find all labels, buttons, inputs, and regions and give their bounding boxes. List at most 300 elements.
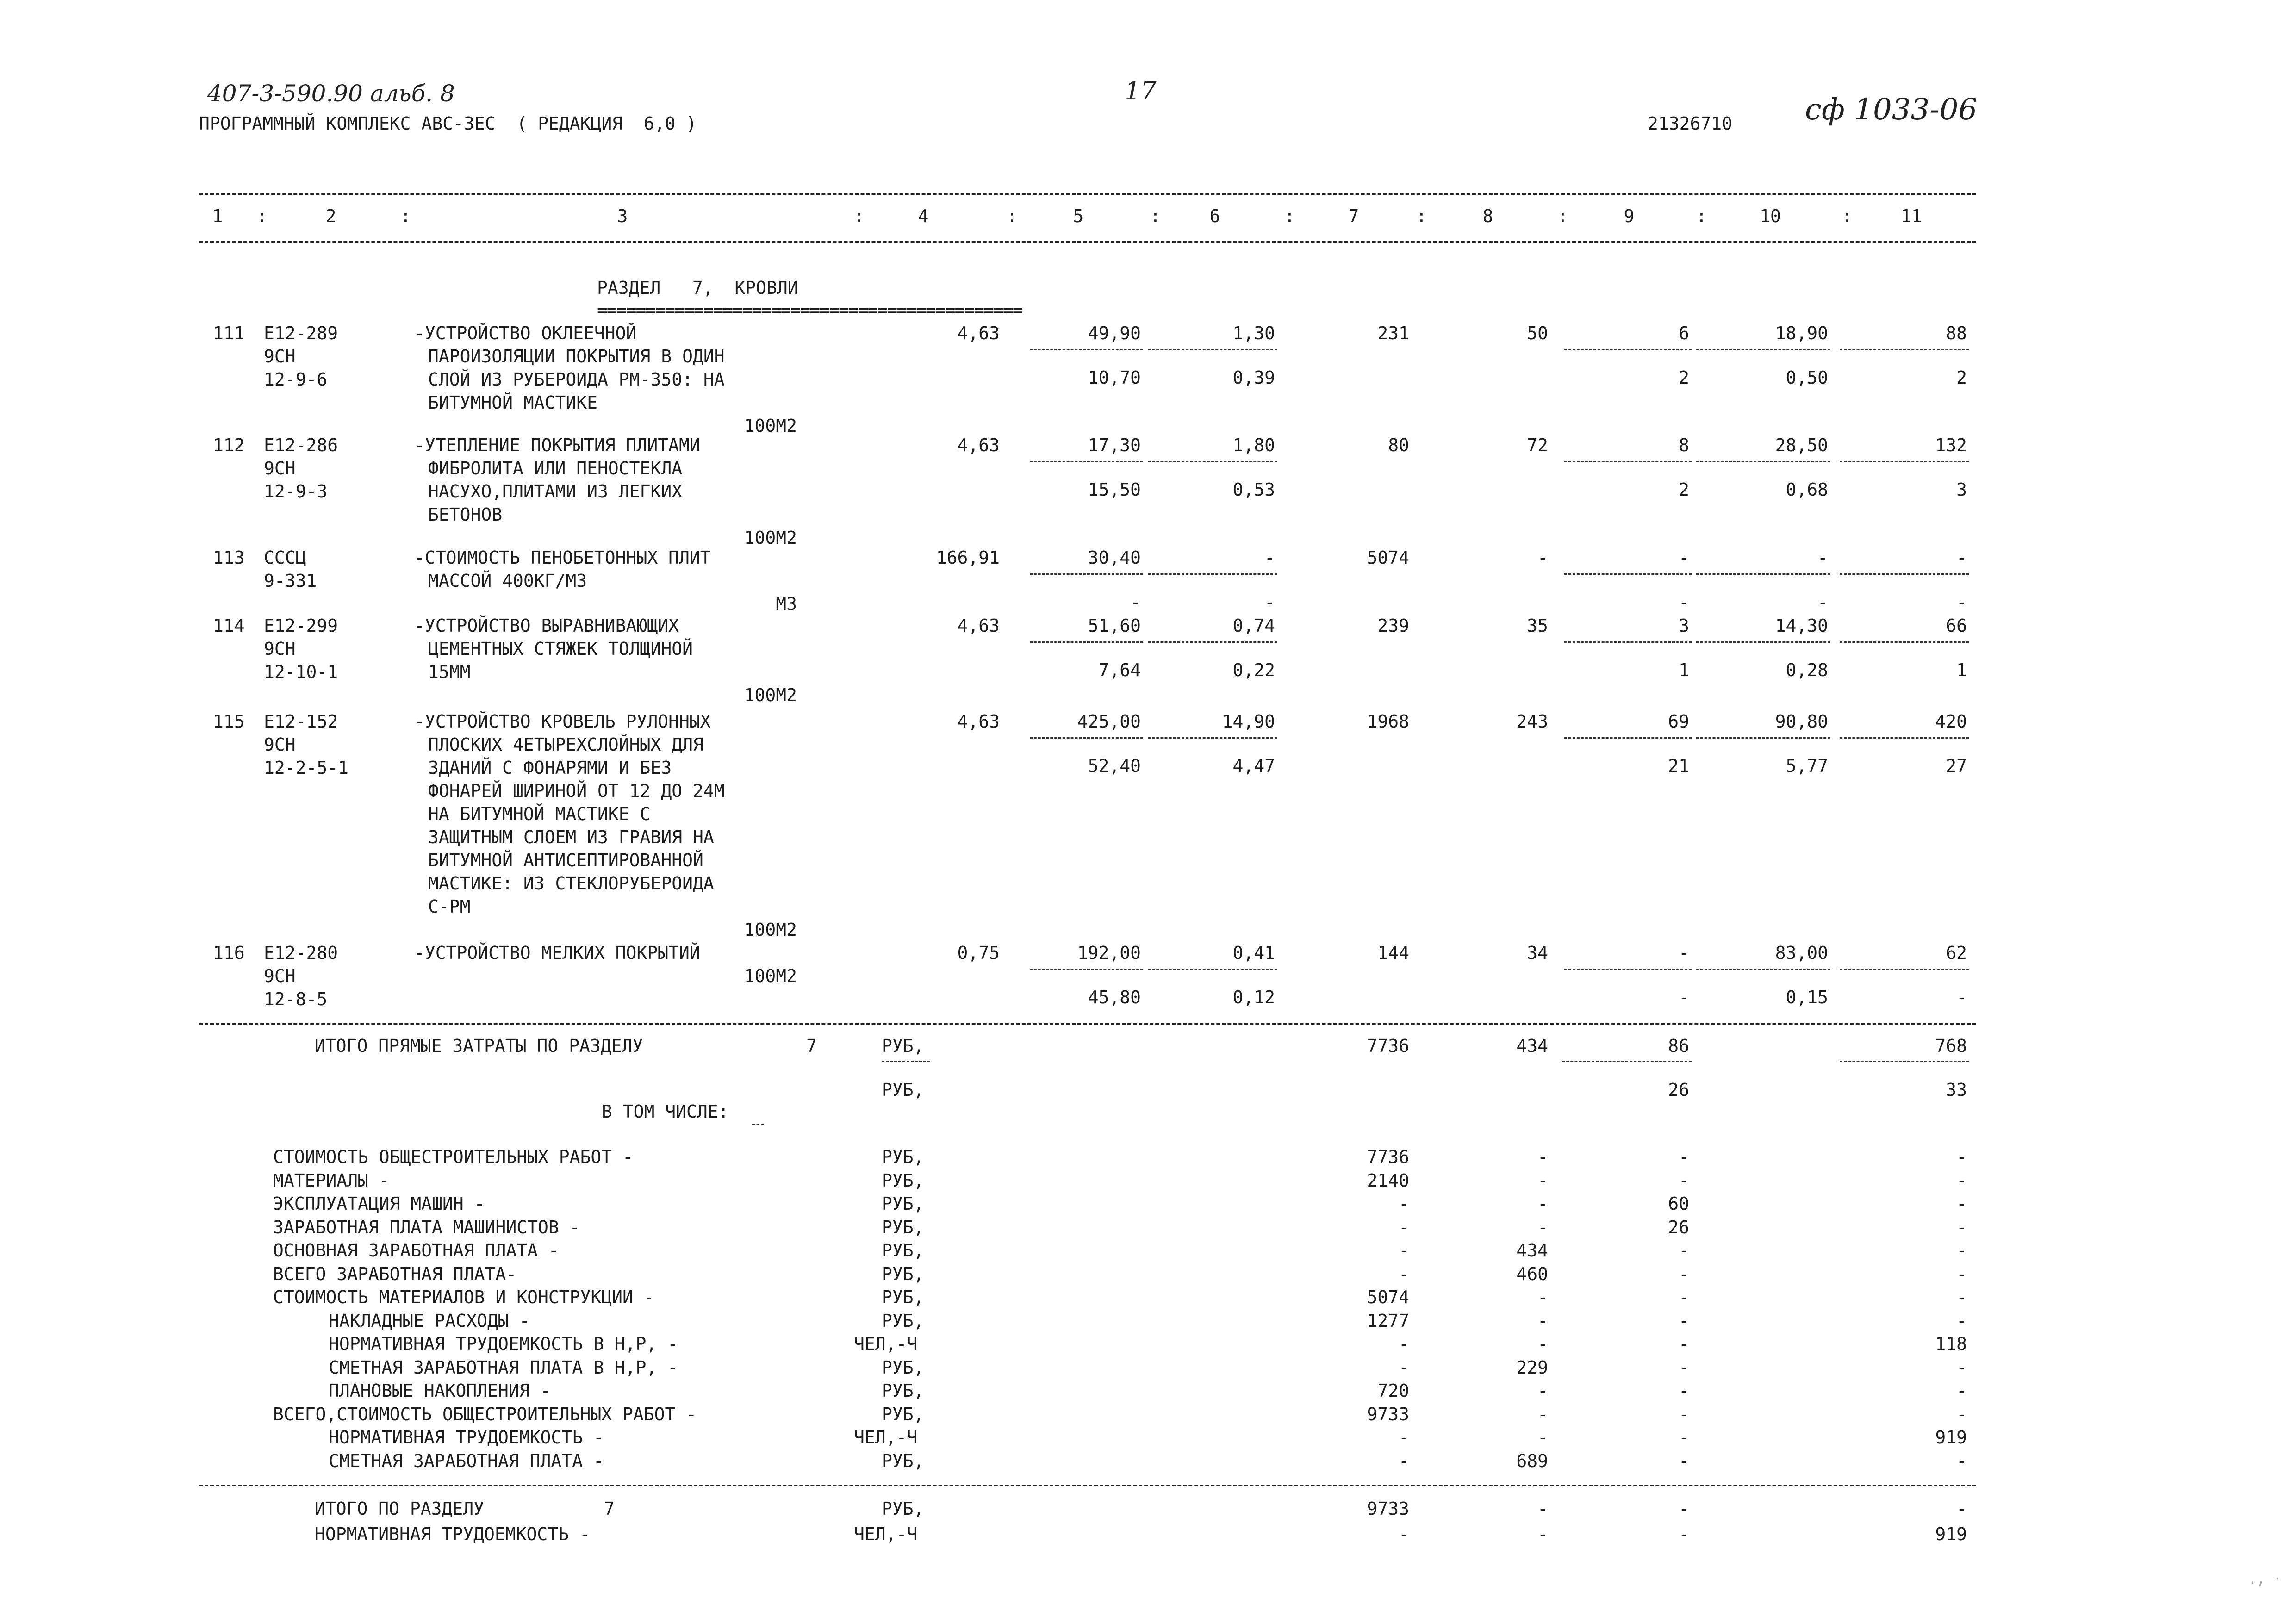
row-machine-wages: 0,12	[1232, 987, 1275, 1007]
totals-line-machines: -	[1679, 1404, 1689, 1424]
cell-divider	[1148, 461, 1277, 462]
column-header-5: 5	[1073, 206, 1084, 226]
totals-line-labor: -	[1956, 1450, 1967, 1471]
direct-costs-label: ИТОГО ПРЯМЫЕ ЗАТРАТЫ ПО РАЗДЕЛУ	[315, 1036, 643, 1056]
totals-line-unit: РУБ,	[882, 1217, 924, 1237]
column-header-7: 7	[1348, 206, 1359, 226]
row-labor-total: 66	[1946, 616, 1967, 636]
row-code: 9-331	[264, 571, 317, 591]
totals-line-wages: -	[1537, 1334, 1548, 1354]
final-total-unit: ЧЕЛ,-Ч	[854, 1524, 918, 1544]
totals-line-unit: РУБ,	[882, 1287, 924, 1307]
totals-line-cost: 5074	[1367, 1287, 1409, 1307]
cell-divider	[1564, 349, 1692, 350]
row-number: 115	[213, 711, 245, 732]
row-machine-total: -	[1679, 547, 1689, 568]
row-machine-total: -	[1679, 943, 1689, 963]
totals-line-cost: 9733	[1367, 1404, 1409, 1424]
column-separator: :	[1416, 206, 1427, 226]
totals-line-wages: -	[1537, 1380, 1548, 1401]
row-description: -СТОИМОСТЬ ПЕНОБЕТОННЫХ ПЛИТ	[414, 547, 711, 568]
program-title: ПРОГРАММНЫЙ КОМПЛЕКС АВС-3ЕС ( РЕДАКЦИЯ 6,0 )	[199, 113, 697, 134]
cell-divider	[1564, 641, 1692, 643]
row-machine-wages: 0,53	[1232, 479, 1275, 500]
totals-line-wages: 460	[1516, 1263, 1548, 1284]
totals-line-cost: -	[1399, 1240, 1409, 1261]
row-machinist-labor: -	[1817, 592, 1828, 612]
cell-divider	[1840, 737, 1969, 739]
row-machine-total: 8	[1679, 435, 1689, 455]
row-wages: 35	[1527, 616, 1548, 636]
row-wages: 72	[1527, 435, 1548, 455]
row-code: 12-10-1	[264, 662, 338, 682]
row-code: СССЦ	[264, 547, 306, 568]
row-wages: 34	[1527, 943, 1548, 963]
row-labor-unit: 28,50	[1775, 435, 1828, 455]
cell-divider	[1696, 349, 1830, 350]
totals-line-label: МАТЕРИАЛЫ -	[273, 1170, 390, 1191]
cell-divider	[1030, 573, 1143, 575]
column-header-2: 2	[325, 206, 336, 226]
totals-line-label: СМЕТНАЯ ЗАРАБОТНАЯ ПЛАТА В Н,Р, -	[329, 1357, 678, 1378]
column-separator: :	[1842, 206, 1853, 226]
row-machinist-labor-total: 3	[1956, 479, 1967, 500]
cell-divider	[1030, 969, 1143, 970]
totals-line-machines: -	[1679, 1170, 1689, 1191]
row-number: 113	[213, 547, 245, 568]
row-description: ФИБРОЛИТА ИЛИ ПЕНОСТЕКЛА	[428, 458, 683, 479]
cell-divider	[1840, 461, 1969, 462]
row-code: 9СН	[264, 458, 296, 479]
row-machine-total: 3	[1679, 616, 1689, 636]
row-labor-unit: -	[1817, 547, 1828, 568]
row-labor-unit: 14,30	[1775, 616, 1828, 636]
table-header-rule	[199, 241, 1976, 243]
totals-line-machines: -	[1679, 1310, 1689, 1331]
row-machine-cost: 0,41	[1232, 943, 1275, 963]
cell-divider	[1564, 573, 1692, 575]
totals-line-wages: 434	[1516, 1240, 1548, 1261]
row-machinist-wages: 1	[1679, 660, 1689, 680]
column-header-6: 6	[1209, 206, 1220, 226]
row-description: НА БИТУМНОЙ МАСТИКЕ С	[428, 804, 651, 824]
cell-divider	[1840, 349, 1969, 350]
totals-line-label: ПЛАНОВЫЕ НАКОПЛЕНИЯ -	[329, 1380, 551, 1401]
totals-line-label: СТОИМОСТЬ ОБЩЕСТРОИТЕЛЬНЫХ РАБОТ -	[273, 1147, 633, 1167]
cell-divider	[1840, 641, 1969, 643]
totals-line-machines: -	[1679, 1287, 1689, 1307]
totals-line-wages: -	[1537, 1217, 1548, 1237]
cell-divider	[1840, 573, 1969, 575]
row-labor-total: 88	[1946, 323, 1967, 343]
totals-line-labor: -	[1956, 1147, 1967, 1167]
totals-line-unit: РУБ,	[882, 1357, 924, 1378]
table-top-rule	[199, 193, 1976, 195]
row-machinist-wages: -	[1679, 987, 1689, 1007]
row-description: ПАРОИЗОЛЯЦИИ ПОКРЫТИЯ В ОДИН	[428, 346, 725, 367]
totals-line-labor: 118	[1935, 1334, 1967, 1354]
cell-divider	[1148, 737, 1277, 739]
cell-divider	[1030, 737, 1143, 739]
row-machine-total: 6	[1679, 323, 1689, 343]
cell-divider	[1564, 737, 1692, 739]
row-description: ЦЕМЕНТНЫХ СТЯЖЕК ТОЛЩИНОЙ	[428, 639, 693, 659]
row-unit-cost-wages: 7,64	[1098, 660, 1141, 680]
row-description: ПЛОСКИХ 4ЕТЫРЕХСЛОЙНЫХ ДЛЯ	[428, 734, 703, 755]
cell-divider	[1148, 641, 1277, 643]
direct-machines: 86	[1668, 1036, 1689, 1056]
totals-line-labor: -	[1956, 1170, 1967, 1191]
totals-line-machines: -	[1679, 1427, 1689, 1448]
section-title: РАЗДЕЛ 7, КРОВЛИ	[597, 278, 798, 298]
cell-divider	[1030, 461, 1143, 462]
totals-line-labor: -	[1956, 1287, 1967, 1307]
row-wages: 50	[1527, 323, 1548, 343]
row-unit-cost: 49,90	[1088, 323, 1141, 343]
column-header-3: 3	[617, 206, 628, 226]
row-unit-cost: 17,30	[1088, 435, 1141, 455]
totals-line-cost: 2140	[1367, 1170, 1409, 1191]
row-machine-wages: 4,47	[1232, 756, 1275, 776]
totals-line-unit: РУБ,	[882, 1147, 924, 1167]
row-machinist-labor: 0,15	[1786, 987, 1828, 1007]
totals-line-cost: 720	[1377, 1380, 1409, 1401]
totals-line-unit: РУБ,	[882, 1240, 924, 1261]
row-description: ЗАЩИТНЫМ СЛОЕМ ИЗ ГРАВИЯ НА	[428, 827, 714, 847]
totals-line-labor: -	[1956, 1357, 1967, 1378]
row-code: Е12-286	[264, 435, 338, 455]
totals-line-labor: -	[1956, 1380, 1967, 1401]
row-code: Е12-280	[264, 943, 338, 963]
totals-line-label: ВСЕГО ЗАРАБОТНАЯ ПЛАТА-	[273, 1263, 517, 1284]
scan-mark: ., ·	[2248, 1571, 2282, 1587]
totals-line-machines: -	[1679, 1147, 1689, 1167]
machines-divider	[1562, 1061, 1692, 1062]
final-total-cost: 9733	[1367, 1499, 1409, 1519]
totals-line-label: НОРМАТИВНАЯ ТРУДОЕМКОСТЬ В Н,Р, -	[329, 1334, 678, 1354]
final-total-machines: -	[1679, 1524, 1689, 1544]
row-total-cost: 1968	[1367, 711, 1409, 732]
row-unit-cost-wages: 10,70	[1088, 367, 1141, 388]
column-header-4: 4	[918, 206, 929, 226]
row-unit: 100М2	[744, 685, 797, 705]
totals-line-wages: -	[1537, 1170, 1548, 1191]
totals-line-unit: РУБ,	[882, 1380, 924, 1401]
row-wages: -	[1537, 547, 1548, 568]
cell-divider	[1696, 737, 1830, 739]
row-labor-total: 62	[1946, 943, 1967, 963]
totals-line-label: ЗАРАБОТНАЯ ПЛАТА МАШИНИСТОВ -	[273, 1217, 580, 1237]
column-header-9: 9	[1624, 206, 1635, 226]
row-machinist-wages: -	[1679, 592, 1689, 612]
row-total-cost: 231	[1377, 323, 1409, 343]
cell-divider	[1148, 969, 1277, 970]
final-total-label: ИТОГО ПО РАЗДЕЛУ	[315, 1499, 485, 1519]
final-total-cost: -	[1399, 1524, 1409, 1544]
cell-divider	[1840, 969, 1969, 970]
row-machinist-labor: 0,50	[1786, 367, 1828, 388]
cell-divider	[1696, 969, 1830, 970]
row-machinist-labor-total: 1	[1956, 660, 1967, 680]
totals-line-machines: -	[1679, 1380, 1689, 1401]
totals-line-machines: -	[1679, 1357, 1689, 1378]
row-unit: М3	[776, 594, 797, 614]
row-number: 116	[213, 943, 245, 963]
totals-line-wages: -	[1537, 1287, 1548, 1307]
row-unit-cost: 51,60	[1088, 616, 1141, 636]
totals-line-unit: РУБ,	[882, 1194, 924, 1214]
row-description: -УСТРОЙСТВО ВЫРАВНИВАЮЩИХ	[414, 616, 679, 636]
totals-line-cost: -	[1399, 1217, 1409, 1237]
cell-divider	[1696, 573, 1830, 575]
row-description: 15ММ	[428, 662, 471, 682]
totals-line-labor: 919	[1935, 1427, 1967, 1448]
totals-line-wages: -	[1537, 1404, 1548, 1424]
totals-line-cost: -	[1399, 1357, 1409, 1378]
row-code: 9СН	[264, 966, 296, 986]
totals-line-label: ВСЕГО,СТОИМОСТЬ ОБЩЕСТРОИТЕЛЬНЫХ РАБОТ -	[273, 1404, 697, 1424]
totals-line-label: НОРМАТИВНАЯ ТРУДОЕМКОСТЬ -	[329, 1427, 604, 1448]
row-description: -УТЕПЛЕНИЕ ПОКРЫТИЯ ПЛИТАМИ	[414, 435, 700, 455]
cell-divider	[1564, 461, 1692, 462]
column-header-8: 8	[1482, 206, 1493, 226]
totals-line-labor: -	[1956, 1194, 1967, 1214]
column-separator: :	[1557, 206, 1568, 226]
row-labor-unit: 83,00	[1775, 943, 1828, 963]
row-machinist-wages: 2	[1679, 367, 1689, 388]
totals-line-cost: -	[1399, 1427, 1409, 1448]
totals-line-machines: -	[1679, 1450, 1689, 1471]
direct-costs-unit: РУБ,	[882, 1036, 924, 1056]
totals-line-labor: -	[1956, 1404, 1967, 1424]
including-underline	[752, 1124, 764, 1125]
row-description: БИТУМНОЙ МАСТИКЕ	[428, 392, 598, 413]
totals-line-wages: -	[1537, 1427, 1548, 1448]
totals-line-wages: 229	[1516, 1357, 1548, 1378]
totals-line-machines: 60	[1668, 1194, 1689, 1214]
column-header-11: 11	[1901, 206, 1922, 226]
row-total-cost: 239	[1377, 616, 1409, 636]
totals-line-label: ЭКСПЛУАТАЦИЯ МАШИН -	[273, 1194, 485, 1214]
row-total-cost: 144	[1377, 943, 1409, 963]
row-code: Е12-289	[264, 323, 338, 343]
totals-line-label: НАКЛАДНЫЕ РАСХОДЫ -	[329, 1310, 530, 1331]
totals-line-cost: -	[1399, 1334, 1409, 1354]
direct-wages: 434	[1516, 1036, 1548, 1056]
row-labor-unit: 90,80	[1775, 711, 1828, 732]
row-unit-cost-wages: 52,40	[1088, 756, 1141, 776]
totals-line-label: СТОИМОСТЬ МАТЕРИАЛОВ И КОНСТРУКЦИИ -	[273, 1287, 654, 1307]
column-header-1: 1	[212, 206, 223, 226]
row-code: Е12-299	[264, 616, 338, 636]
direct-costs-unit-b: РУБ,	[882, 1080, 924, 1100]
row-unit: 100М2	[744, 528, 797, 548]
row-code: 12-9-6	[264, 369, 328, 390]
totals-line-label: СМЕТНАЯ ЗАРАБОТНАЯ ПЛАТА -	[329, 1450, 604, 1471]
row-description: БЕТОНОВ	[428, 504, 503, 525]
row-machine-cost: 14,90	[1222, 711, 1275, 732]
page-number: 17	[1125, 76, 1157, 106]
row-labor-total: -	[1956, 547, 1967, 568]
row-code: Е12-152	[264, 711, 338, 732]
including-label: В ТОМ ЧИСЛЕ:	[602, 1101, 729, 1122]
row-machinist-labor-total: 27	[1946, 756, 1967, 776]
document-code: 21326710	[1648, 113, 1733, 134]
row-labor-total: 132	[1935, 435, 1967, 455]
cell-divider	[1696, 461, 1830, 462]
row-number: 114	[213, 616, 245, 636]
column-separator: :	[1284, 206, 1295, 226]
row-quantity: 4,63	[957, 616, 1000, 636]
totals-line-wages: -	[1537, 1310, 1548, 1331]
row-total-cost: 80	[1388, 435, 1409, 455]
row-description: НАСУХО,ПЛИТАМИ ИЗ ЛЕГКИХ	[428, 481, 683, 502]
row-machinist-labor: 0,28	[1786, 660, 1828, 680]
totals-line-labor: -	[1956, 1240, 1967, 1261]
cell-divider	[1030, 349, 1143, 350]
totals-line-unit: РУБ,	[882, 1310, 924, 1331]
final-total-unit: РУБ,	[882, 1499, 924, 1519]
totals-line-unit: ЧЕЛ,-Ч	[854, 1427, 918, 1448]
row-machine-total: 69	[1668, 711, 1689, 732]
row-machine-wages: 0,22	[1232, 660, 1275, 680]
section-underline: ============================================	[597, 300, 1022, 320]
totals-line-labor: -	[1956, 1263, 1967, 1284]
unit-divider	[882, 1061, 930, 1062]
row-code: 9СН	[264, 639, 296, 659]
row-quantity: 4,63	[957, 323, 1000, 343]
totals-line-cost: -	[1399, 1194, 1409, 1214]
row-machinist-labor-total: -	[1956, 987, 1967, 1007]
row-quantity: 0,75	[957, 943, 1000, 963]
cell-divider	[1148, 573, 1277, 575]
totals-line-labor: -	[1956, 1217, 1967, 1237]
row-description: С-РМ	[428, 896, 471, 917]
cell-divider	[1030, 641, 1143, 643]
totals-line-machines: -	[1679, 1334, 1689, 1354]
row-machine-cost: 1,80	[1232, 435, 1275, 455]
row-machine-cost: 0,74	[1232, 616, 1275, 636]
direct-total: 7736	[1367, 1036, 1409, 1056]
row-description: МАСТИКЕ: ИЗ СТЕКЛОРУБЕРОИДА	[428, 873, 714, 894]
row-machine-cost: 1,30	[1232, 323, 1275, 343]
totals-line-unit: ЧЕЛ,-Ч	[854, 1334, 918, 1354]
row-code: 12-9-3	[264, 481, 328, 502]
cell-divider	[1564, 969, 1692, 970]
totals-line-cost: 1277	[1367, 1310, 1409, 1331]
column-separator: :	[854, 206, 865, 226]
row-description: -УСТРОЙСТВО ОКЛЕЕЧНОЙ	[414, 323, 637, 343]
totals-line-unit: РУБ,	[882, 1404, 924, 1424]
row-description: ЗДАНИЙ С ФОНАРЯМИ И БЕЗ	[428, 758, 672, 778]
direct-labor: 768	[1935, 1036, 1967, 1056]
row-code: 9СН	[264, 734, 296, 755]
totals-line-cost: 7736	[1367, 1147, 1409, 1167]
row-labor-unit: 18,90	[1775, 323, 1828, 343]
row-machinist-wages: 21	[1668, 756, 1689, 776]
totals-line-machines: 26	[1668, 1217, 1689, 1237]
direct-costs-section: 7	[806, 1036, 817, 1056]
direct-machinist-wages: 26	[1668, 1080, 1689, 1100]
row-number: 111	[213, 323, 245, 343]
labor-divider	[1840, 1061, 1969, 1062]
row-code: 9СН	[264, 346, 296, 367]
row-machinist-labor: 5,77	[1786, 756, 1828, 776]
final-total-wages: -	[1537, 1499, 1548, 1519]
row-unit: 100М2	[744, 966, 797, 986]
row-unit-cost-wages: 15,50	[1088, 479, 1141, 500]
row-machine-cost: -	[1264, 547, 1275, 568]
row-unit-cost-wages: -	[1130, 592, 1141, 612]
row-code: 12-8-5	[264, 989, 328, 1009]
row-unit-cost: 425,00	[1077, 711, 1141, 732]
row-code: 12-2-5-1	[264, 758, 349, 778]
row-description: МАССОЙ 400КГ/М3	[428, 571, 587, 591]
row-wages: 243	[1516, 711, 1548, 732]
totals-line-unit: РУБ,	[882, 1263, 924, 1284]
row-description: СЛОЙ ИЗ РУБЕРОИДА РМ-350: НА	[428, 369, 725, 390]
column-separator: :	[1007, 206, 1017, 226]
row-machine-wages: -	[1264, 592, 1275, 612]
totals-line-machines: -	[1679, 1240, 1689, 1261]
row-unit-cost: 30,40	[1088, 547, 1141, 568]
column-separator: :	[1696, 206, 1707, 226]
row-quantity: 4,63	[957, 711, 1000, 732]
totals-line-cost: -	[1399, 1450, 1409, 1471]
totals-rule	[199, 1023, 1976, 1025]
row-description: ФОНАРЕЙ ШИРИНОЙ ОТ 12 ДО 24М	[428, 781, 725, 801]
row-unit: 100М2	[744, 416, 797, 436]
final-totals-rule	[199, 1485, 1976, 1486]
cell-divider	[1696, 641, 1830, 643]
totals-line-cost: -	[1399, 1263, 1409, 1284]
row-unit-cost-wages: 45,80	[1088, 987, 1141, 1007]
row-unit: 100М2	[744, 920, 797, 940]
sheet-reference: сф 1033-06	[1805, 93, 1978, 127]
column-header-10: 10	[1760, 206, 1781, 226]
direct-machinist-labor: 33	[1946, 1080, 1967, 1100]
totals-line-wages: -	[1537, 1147, 1548, 1167]
row-quantity: 166,91	[936, 547, 1000, 568]
final-total-label: НОРМАТИВНАЯ ТРУДОЕМКОСТЬ -	[315, 1524, 590, 1544]
row-description: БИТУМНОЙ АНТИСЕПТИРОВАННОЙ	[428, 850, 703, 871]
row-number: 112	[213, 435, 245, 455]
totals-line-unit: РУБ,	[882, 1170, 924, 1191]
column-separator: :	[400, 206, 411, 226]
totals-line-machines: -	[1679, 1263, 1689, 1284]
final-total-section: 7	[604, 1499, 615, 1519]
row-machinist-labor: 0,68	[1786, 479, 1828, 500]
totals-line-unit: РУБ,	[882, 1450, 924, 1471]
document-reference: 407-3-590.90 альб. 8	[207, 80, 455, 107]
final-total-machines: -	[1679, 1499, 1689, 1519]
row-description: -УСТРОЙСТВО МЕЛКИХ ПОКРЫТИЙ	[414, 943, 700, 963]
totals-line-label: ОСНОВНАЯ ЗАРАБОТНАЯ ПЛАТА -	[273, 1240, 559, 1261]
cell-divider	[1148, 349, 1277, 350]
totals-line-wages: 689	[1516, 1450, 1548, 1471]
column-separator: :	[257, 206, 268, 226]
totals-line-labor: -	[1956, 1310, 1967, 1331]
row-quantity: 4,63	[957, 435, 1000, 455]
row-machinist-labor-total: -	[1956, 592, 1967, 612]
totals-line-wages: -	[1537, 1194, 1548, 1214]
row-machine-wages: 0,39	[1232, 367, 1275, 388]
row-machinist-labor-total: 2	[1956, 367, 1967, 388]
final-total-labor: 919	[1935, 1524, 1967, 1544]
row-labor-total: 420	[1935, 711, 1967, 732]
column-separator: :	[1150, 206, 1161, 226]
row-description: -УСТРОЙСТВО КРОВЕЛЬ РУЛОННЫХ	[414, 711, 711, 732]
